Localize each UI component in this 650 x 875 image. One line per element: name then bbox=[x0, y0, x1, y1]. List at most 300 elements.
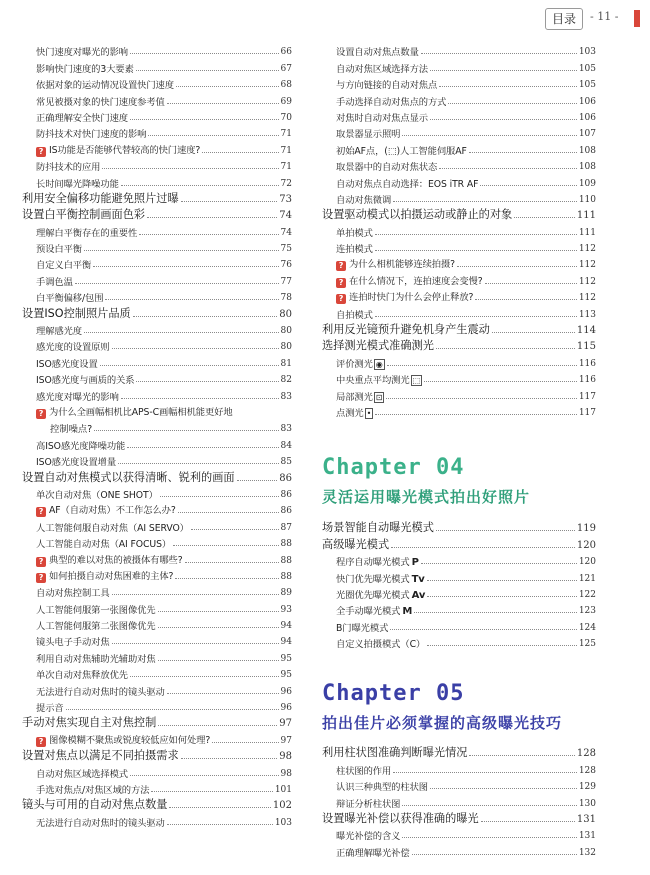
toc-subsection-entry[interactable] bbox=[322, 601, 596, 617]
toc-subsection-entry[interactable] bbox=[322, 826, 596, 842]
toc-section-entry[interactable] bbox=[22, 206, 292, 222]
dot-leader bbox=[514, 217, 575, 218]
toc-entry-title bbox=[336, 554, 419, 568]
dot-leader bbox=[176, 86, 279, 87]
toc-entry-title bbox=[336, 372, 422, 386]
toc-entry-title bbox=[36, 225, 137, 239]
toc-entry-text: 正确理解曝光补偿 bbox=[336, 847, 410, 859]
toc-subsection-entry[interactable] bbox=[22, 337, 292, 353]
toc-entry-title bbox=[22, 206, 145, 222]
toc-section-entry[interactable] bbox=[322, 810, 596, 826]
toc-subsection-entry[interactable] bbox=[322, 288, 596, 304]
toc-page-number: 132 bbox=[578, 847, 596, 858]
toc-entry-text: 柱状图的作用 bbox=[336, 765, 392, 777]
dot-leader bbox=[393, 201, 577, 202]
toc-entry-text: 防抖技术的应用 bbox=[36, 162, 101, 174]
toc-entry-title bbox=[336, 763, 391, 777]
toc-page-number: 121 bbox=[578, 573, 596, 584]
toc-entry-title bbox=[36, 142, 200, 157]
dot-leader bbox=[430, 70, 577, 71]
toc-page-number: 109 bbox=[578, 178, 596, 189]
toc-page-number: 71 bbox=[280, 145, 292, 156]
toc-subsection-entry[interactable] bbox=[22, 501, 292, 517]
toc-entry-title bbox=[22, 796, 167, 812]
toc-entry-text: 感光度的设置原则 bbox=[36, 342, 110, 354]
toc-page-number: 72 bbox=[280, 178, 292, 189]
toc-entry-title bbox=[36, 389, 119, 403]
dot-leader bbox=[84, 332, 279, 333]
toc-entry-text: 高级曝光模式 bbox=[322, 537, 390, 551]
dot-leader bbox=[469, 152, 577, 153]
toc-subsection-entry[interactable] bbox=[322, 75, 596, 91]
toc-section-entry[interactable] bbox=[322, 321, 596, 337]
toc-page-number: 112 bbox=[578, 260, 596, 271]
toc-entry-title bbox=[336, 845, 410, 859]
chapter-05-number: Chapter 05 bbox=[322, 681, 465, 706]
toc-subsection-entry[interactable] bbox=[322, 353, 596, 369]
toc-section-entry[interactable] bbox=[22, 714, 292, 730]
toc-entry-title bbox=[322, 744, 467, 760]
toc-page-number: 117 bbox=[578, 407, 596, 418]
toc-page-number: 95 bbox=[280, 670, 292, 681]
toc-entry-title bbox=[336, 241, 373, 255]
toc-section-entry[interactable] bbox=[322, 206, 596, 222]
toc-right-column bbox=[322, 42, 596, 419]
header-accent-bar bbox=[634, 10, 640, 27]
toc-subsection-entry[interactable] bbox=[322, 403, 596, 419]
dot-leader bbox=[105, 299, 278, 300]
toc-page-number: 130 bbox=[578, 798, 596, 809]
toc-subsection-entry[interactable] bbox=[22, 567, 292, 583]
toc-subsection-entry[interactable] bbox=[22, 403, 292, 419]
toc-subsection-entry[interactable] bbox=[322, 58, 596, 74]
toc-subsection-entry[interactable] bbox=[22, 780, 292, 796]
toc-subsection-entry[interactable] bbox=[22, 173, 292, 189]
dot-leader bbox=[457, 266, 577, 267]
toc-entry-text: 认识三种典型的柱状图 bbox=[336, 782, 428, 794]
toc-page-number: 116 bbox=[578, 358, 596, 369]
toc-page-number: 68 bbox=[280, 80, 292, 91]
toc-section-entry[interactable] bbox=[322, 744, 596, 760]
toc-page-number: 106 bbox=[578, 112, 596, 123]
toc-section-entry[interactable] bbox=[22, 304, 292, 320]
toc-entry-title bbox=[36, 651, 156, 665]
toc-page-number: 96 bbox=[280, 703, 292, 714]
toc-section-entry[interactable] bbox=[322, 535, 596, 551]
toc-section-entry[interactable] bbox=[322, 337, 596, 353]
toc-entry-title bbox=[36, 44, 128, 58]
toc-subsection-entry[interactable] bbox=[22, 452, 292, 468]
toc-page-number: 105 bbox=[578, 63, 596, 74]
toc-entry-text: 取景器显示照明 bbox=[336, 129, 401, 141]
toc-subsection-entry[interactable] bbox=[22, 665, 292, 681]
toc-entry-text: 人工智能伺服第一张图像优先 bbox=[36, 604, 156, 616]
toc-subsection-entry[interactable] bbox=[22, 599, 292, 615]
toc-page-number: 117 bbox=[578, 391, 596, 402]
toc-entry-title bbox=[336, 61, 428, 75]
chapter-05-heading bbox=[322, 681, 562, 733]
toc-entry-title bbox=[22, 190, 179, 206]
toc-subsection-entry[interactable] bbox=[22, 550, 292, 566]
toc-page-number: 108 bbox=[578, 162, 596, 173]
toc-entry-title bbox=[36, 520, 189, 534]
question-icon: ? bbox=[36, 147, 46, 157]
toc-entry-title bbox=[336, 225, 373, 239]
toc-page-number: 124 bbox=[578, 622, 596, 633]
toc-entry-text: 利用自动对焦辅助光辅助对焦 bbox=[36, 653, 156, 665]
toc-subsection-entry[interactable] bbox=[322, 617, 596, 633]
toc-section-entry[interactable] bbox=[22, 468, 292, 484]
toc-subsection-entry[interactable] bbox=[22, 763, 292, 779]
toc-page-number: 131 bbox=[576, 813, 596, 825]
toc-page-number: 75 bbox=[280, 244, 292, 255]
toc-subsection-entry[interactable] bbox=[322, 140, 596, 156]
toc-entry-text: 快门优先曝光模式 bbox=[336, 573, 410, 585]
toc-subsection-entry[interactable] bbox=[322, 304, 596, 320]
toc-subsection-entry[interactable] bbox=[322, 760, 596, 776]
toc-subsection-entry[interactable] bbox=[322, 255, 596, 271]
toc-entry-title bbox=[36, 241, 82, 255]
toc-entry-title bbox=[36, 815, 165, 829]
toc-subsection-entry[interactable] bbox=[322, 793, 596, 809]
toc-subsection-entry[interactable] bbox=[22, 108, 292, 124]
toc-entry-title bbox=[322, 321, 490, 337]
exposure-mode-symbol: Av bbox=[411, 589, 426, 601]
toc-entry-title bbox=[36, 438, 125, 452]
toc-subsection-entry[interactable] bbox=[322, 124, 596, 140]
toc-entry-text: 手动对焦实现自主对焦控制 bbox=[22, 716, 157, 730]
toc-entry-title bbox=[322, 810, 479, 826]
dot-leader bbox=[181, 758, 278, 759]
toc-subsection-entry[interactable] bbox=[322, 157, 596, 173]
dot-leader bbox=[84, 250, 279, 251]
toc-entry-title bbox=[336, 273, 483, 288]
dot-leader bbox=[102, 168, 278, 169]
dot-leader bbox=[169, 807, 270, 808]
toc-entry-text: 取景器中的自动对焦状态 bbox=[336, 162, 438, 174]
dot-leader bbox=[402, 805, 576, 806]
toc-entry-title bbox=[36, 618, 156, 632]
toc-subsection-entry[interactable] bbox=[22, 255, 292, 271]
toc-page-number: 119 bbox=[576, 523, 596, 535]
toc-page-number: 108 bbox=[578, 145, 596, 156]
toc-subsection-entry[interactable] bbox=[22, 534, 292, 550]
dot-leader bbox=[136, 381, 278, 382]
toc-entry-continuation[interactable] bbox=[22, 419, 292, 435]
dot-leader bbox=[185, 562, 279, 563]
toc-page-number: 98 bbox=[279, 751, 292, 763]
toc-entry-text: 手调色温 bbox=[36, 276, 73, 288]
toc-page-number: 88 bbox=[280, 571, 292, 582]
dot-leader bbox=[178, 512, 279, 513]
toc-subsection-entry[interactable] bbox=[322, 842, 596, 858]
toc-entry-title bbox=[336, 587, 425, 601]
toc-entry-text: 长时间曝光降噪功能 bbox=[36, 178, 119, 190]
toc-entry-title bbox=[336, 828, 400, 842]
dot-leader bbox=[480, 185, 576, 186]
toc-entry-text: 正确理解安全快门速度 bbox=[36, 112, 128, 124]
toc-subsection-entry[interactable] bbox=[322, 91, 596, 107]
toc-subsection-entry[interactable] bbox=[22, 124, 292, 140]
toc-entry-title bbox=[336, 110, 428, 124]
dot-leader bbox=[375, 414, 577, 415]
toc-entry-title bbox=[36, 454, 116, 468]
toc-subsection-entry[interactable] bbox=[22, 222, 292, 238]
toc-entry-title bbox=[36, 502, 176, 517]
dot-leader bbox=[167, 824, 273, 825]
toc-entry-text: 选择测光模式准确测光 bbox=[322, 339, 434, 353]
toc-page-number: 80 bbox=[280, 326, 292, 337]
toc-subsection-entry[interactable] bbox=[22, 157, 292, 173]
toc-page-number: 77 bbox=[280, 276, 292, 287]
toc-entry-text: 单次自动对焦（ONE SHOT） bbox=[36, 489, 158, 501]
toc-subsection-entry[interactable] bbox=[22, 517, 292, 533]
metering-mode-icon: ⬚ bbox=[412, 376, 421, 386]
toc-entry-text: 设置驱动模式以拍摄运动或静止的对象 bbox=[322, 208, 513, 222]
exposure-mode-symbol: Tv bbox=[411, 573, 425, 585]
toc-entry-text: 利用反光镜预升避免机身产生震动 bbox=[322, 323, 490, 337]
question-icon: ? bbox=[336, 261, 346, 271]
dot-leader bbox=[158, 627, 279, 628]
toc-entry-title bbox=[22, 747, 179, 763]
dot-leader bbox=[93, 266, 278, 267]
toc-page-number: 110 bbox=[578, 194, 596, 205]
toc-entry-text: 自动对焦控制工具 bbox=[36, 588, 110, 600]
toc-section-entry[interactable] bbox=[22, 190, 292, 206]
toc-subsection-entry[interactable] bbox=[22, 648, 292, 664]
toc-entry-title bbox=[336, 636, 425, 650]
toc-entry-title bbox=[336, 779, 428, 793]
toc-subsection-entry[interactable] bbox=[22, 583, 292, 599]
page-number: - 11 - bbox=[590, 10, 619, 23]
toc-subsection-entry[interactable] bbox=[322, 634, 596, 650]
toc-page-number: 122 bbox=[578, 589, 596, 600]
dot-leader bbox=[430, 119, 577, 120]
dot-leader bbox=[475, 299, 576, 300]
toc-page-number: 111 bbox=[576, 210, 596, 222]
dot-leader bbox=[436, 530, 575, 531]
dot-leader bbox=[181, 201, 278, 202]
toc-entry-text: 自动对焦微调 bbox=[336, 194, 392, 206]
toc-section-entry[interactable] bbox=[22, 747, 292, 763]
toc-section-entry[interactable] bbox=[22, 796, 292, 812]
toc-page-number: 69 bbox=[280, 96, 292, 107]
toc-entry-text: B门曝光模式 bbox=[336, 622, 389, 634]
toc-subsection-entry[interactable] bbox=[322, 585, 596, 601]
dot-leader bbox=[121, 185, 279, 186]
toc-page-number: 112 bbox=[578, 244, 596, 255]
toc-entry-title bbox=[336, 289, 473, 304]
toc-entry-title bbox=[336, 571, 425, 585]
toc-subsection-entry[interactable] bbox=[322, 386, 596, 402]
toc-entry-text: 依据对象的运动情况设置快门速度 bbox=[36, 80, 174, 92]
toc-entry-title bbox=[336, 94, 446, 108]
toc-entry-text: 镜头电子手动对焦 bbox=[36, 637, 110, 649]
chapter-04-heading bbox=[322, 455, 530, 507]
toc-entry-title bbox=[336, 796, 400, 810]
toc-subsection-entry[interactable] bbox=[322, 271, 596, 287]
toc-entry-title bbox=[336, 389, 384, 403]
toc-page-number: 97 bbox=[279, 718, 292, 730]
toc-subsection-entry[interactable] bbox=[322, 173, 596, 189]
dot-leader bbox=[492, 332, 575, 333]
dot-leader bbox=[167, 693, 279, 694]
toc-subsection-entry[interactable] bbox=[22, 91, 292, 107]
toc-entry-title bbox=[336, 356, 385, 370]
toc-subsection-entry[interactable] bbox=[22, 321, 292, 337]
dot-leader bbox=[112, 348, 279, 349]
dot-leader bbox=[237, 480, 278, 481]
toc-subsection-entry[interactable] bbox=[322, 777, 596, 793]
toc-page-number: 97 bbox=[280, 735, 292, 746]
toc-page-number: 89 bbox=[280, 588, 292, 599]
dot-leader bbox=[147, 217, 277, 218]
dot-leader bbox=[130, 119, 279, 120]
toc-entry-title bbox=[36, 568, 173, 583]
toc-subsection-entry[interactable] bbox=[22, 42, 292, 58]
dot-leader bbox=[430, 788, 577, 789]
toc-subsection-entry[interactable] bbox=[22, 353, 292, 369]
toc-section-entry[interactable] bbox=[322, 519, 596, 535]
toc-entry-text: 为什么全画幅相机比APS-C画幅相机能更好地 bbox=[49, 406, 233, 418]
toc-subsection-entry[interactable] bbox=[22, 288, 292, 304]
catalog-label: 目录 bbox=[545, 8, 583, 30]
toc-entry-text: 与方向链接的自动对焦点 bbox=[336, 80, 438, 92]
dot-leader bbox=[414, 612, 577, 613]
toc-page-number: 102 bbox=[272, 800, 292, 812]
toc-entry-text: 连拍模式 bbox=[336, 244, 373, 256]
dot-leader bbox=[427, 580, 577, 581]
dot-leader bbox=[448, 103, 576, 104]
toc-entry-text: 感光度对曝光的影响 bbox=[36, 391, 119, 403]
toc-page-number: 71 bbox=[280, 162, 292, 173]
dot-leader bbox=[421, 53, 577, 54]
toc-subsection-entry[interactable] bbox=[22, 485, 292, 501]
toc-page-number: 86 bbox=[280, 506, 292, 517]
toc-entry-text: 人工智能伺服自动对焦（AI SERVO） bbox=[36, 522, 189, 534]
toc-entry-title bbox=[336, 77, 437, 91]
toc-page-number: 74 bbox=[279, 210, 292, 222]
toc-page-number: 74 bbox=[280, 227, 292, 238]
toc-page-number: 120 bbox=[576, 539, 596, 551]
toc-page-number: 88 bbox=[280, 539, 292, 550]
toc-subsection-entry[interactable] bbox=[22, 616, 292, 632]
toc-subsection-entry[interactable] bbox=[322, 42, 596, 58]
toc-page-number: 66 bbox=[280, 47, 292, 58]
toc-subsection-entry[interactable] bbox=[22, 435, 292, 451]
toc-subsection-entry[interactable] bbox=[322, 370, 596, 386]
toc-entry-title bbox=[336, 159, 437, 173]
toc-subsection-entry[interactable] bbox=[22, 140, 292, 156]
dot-leader bbox=[212, 742, 278, 743]
dot-leader bbox=[130, 53, 279, 54]
toc-page-number: 88 bbox=[280, 555, 292, 566]
toc-entry-text: 手选对焦点/对焦区域的方法 bbox=[36, 784, 150, 796]
toc-entry-text: IS功能是否能够代替较高的快门速度? bbox=[49, 144, 201, 156]
exposure-mode-symbol: M bbox=[402, 606, 413, 618]
toc-entry-text: 镜头与可用的自动对焦点数量 bbox=[22, 798, 168, 812]
toc-subsection-entry[interactable] bbox=[322, 108, 596, 124]
toc-page-number: 128 bbox=[578, 765, 596, 776]
toc-entry-title bbox=[36, 602, 156, 616]
toc-entry-title bbox=[36, 700, 64, 714]
toc-subsection-entry[interactable] bbox=[322, 552, 596, 568]
toc-entry-title bbox=[36, 732, 210, 747]
dot-leader bbox=[167, 103, 279, 104]
toc-entry-text: 利用安全偏移功能避免照片过曝 bbox=[22, 191, 179, 205]
toc-page-number: 95 bbox=[280, 653, 292, 664]
question-icon: ? bbox=[336, 278, 346, 288]
toc-page-number: 76 bbox=[280, 260, 292, 271]
toc-page-number: 80 bbox=[280, 342, 292, 353]
toc-page-number: 85 bbox=[280, 457, 292, 468]
dot-leader bbox=[402, 837, 576, 838]
toc-entry-text: 防抖技术对快门速度的影响 bbox=[36, 129, 147, 141]
dot-leader bbox=[421, 563, 577, 564]
toc-page-number: 98 bbox=[280, 768, 292, 779]
toc-subsection-entry[interactable] bbox=[322, 239, 596, 255]
toc-entry-text: 对焦时自动对焦点显示 bbox=[336, 112, 428, 124]
toc-entry-title bbox=[36, 159, 100, 173]
toc-entry-title bbox=[22, 305, 131, 321]
toc-entry-text: 利用柱状图准确判断曝光情况 bbox=[322, 746, 468, 760]
toc-page-number: 87 bbox=[280, 522, 292, 533]
toc-entry-title bbox=[36, 585, 110, 599]
toc-subsection-entry[interactable] bbox=[22, 698, 292, 714]
toc-subsection-entry[interactable] bbox=[22, 239, 292, 255]
toc-entry-text: 无法进行自动对焦时的镜头驱动 bbox=[36, 686, 165, 698]
toc-subsection-entry[interactable] bbox=[22, 632, 292, 648]
dot-leader bbox=[191, 529, 279, 530]
toc-entry-text: 如何拍摄自动对焦困难的主体? bbox=[49, 570, 174, 582]
dot-leader bbox=[402, 135, 576, 136]
toc-subsection-entry[interactable] bbox=[22, 58, 292, 74]
dot-leader bbox=[375, 250, 577, 251]
toc-subsection-entry[interactable] bbox=[22, 812, 292, 828]
dot-leader bbox=[121, 398, 279, 399]
dot-leader bbox=[424, 381, 577, 382]
toc-entry-text: 点测光 bbox=[336, 407, 364, 419]
toc-subsection-entry[interactable] bbox=[22, 386, 292, 402]
toc-entry-text: ISO感光度设置 bbox=[36, 358, 98, 370]
toc-entry-text: 快门速度对曝光的影响 bbox=[36, 47, 128, 59]
toc-subsection-entry[interactable] bbox=[22, 370, 292, 386]
dot-leader bbox=[173, 545, 278, 546]
toc-entry-title bbox=[36, 552, 183, 567]
toc-entry-text: 设置自动对焦点数量 bbox=[336, 47, 419, 59]
dot-leader bbox=[427, 645, 577, 646]
toc-subsection-entry[interactable] bbox=[22, 75, 292, 91]
toc-entry-text: 设置自动对焦模式以获得清晰、锐利的画面 bbox=[22, 470, 235, 484]
toc-entry-text: 自动对焦点自动选择：EOS iTR AF bbox=[336, 178, 479, 190]
toc-subsection-entry[interactable] bbox=[322, 190, 596, 206]
toc-subsection-entry[interactable] bbox=[322, 568, 596, 584]
dot-leader bbox=[158, 725, 277, 726]
toc-subsection-entry[interactable] bbox=[22, 730, 292, 746]
question-icon: ? bbox=[36, 507, 46, 517]
toc-subsection-entry[interactable] bbox=[322, 222, 596, 238]
toc-entry-text: 设置白平衡控制画面色彩 bbox=[22, 208, 146, 222]
toc-subsection-entry[interactable] bbox=[22, 681, 292, 697]
toc-entry-text: 预设白平衡 bbox=[36, 244, 82, 256]
toc-entry-title bbox=[36, 372, 134, 386]
toc-entry-title bbox=[36, 257, 91, 271]
toc-entry-text: 中央重点平均测光 bbox=[336, 375, 410, 387]
dot-leader bbox=[375, 234, 577, 235]
toc-page-number: 73 bbox=[279, 193, 292, 205]
chapter-05-title: 拍出佳片必须掌握的高级曝光技巧 bbox=[322, 714, 563, 732]
toc-subsection-entry[interactable] bbox=[22, 271, 292, 287]
